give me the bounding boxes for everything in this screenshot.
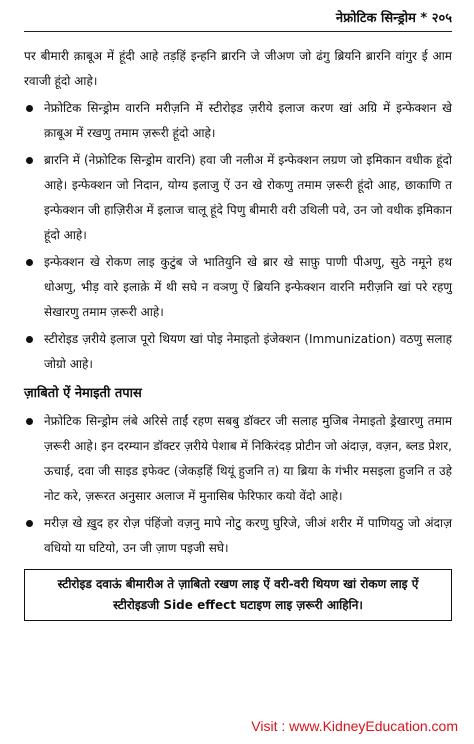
list-item <box>24 327 452 377</box>
bullet-icon <box>26 157 33 164</box>
bullet-icon <box>26 105 33 112</box>
list-item-text: नेफ्रोटिक सिन्ड्रोम वारनि मरीज़नि में स्टीरोइड ज़रीये इलाज करण खां अग्रि में इन्फेक्शन खे क़ाबूअ में रखणु तमाम ज़रूरी हूंदो आहे। <box>44 101 452 140</box>
bullet-icon <box>26 520 33 527</box>
list-item <box>24 409 452 509</box>
highlight-box: स्टीरोइड दवाऊं बीमारीअ ते ज़ाबितो रखण लाइ ऐं वरी-वरी थियण खां रोकण लाइ ऐं स्टीरोइडजी Side effect घटाइण लाइ ज़रूरी आहिनि। <box>24 569 452 621</box>
list-item <box>24 96 452 146</box>
list-item-text: नेफ्रोटिक सिन्ड्रोम लंबे अरिसे ताईं रहण सबबु डॉक्टर जी सलाह मुजिब नेमाइतो ड्रेखारणु तमाम ज़रूरी आहे। इन दरम्यान डॉक्टर ज़रीये पेशाब में निकिरंदड़ प्रोटीन जो अंदाज़, वज़न, ब्लड प्रेशर, ऊचाई, दवा जी साइड इफेक्ट (जेकड़हिं थियूं हुजनि त) या ब्रिया के गंभीर मसइला हुजनि त उहे नोट करे, ज़रूरत अनुसार अलाज में मुनासिब फेरिफार कयो वेंदो आहे। <box>44 414 452 503</box>
list-item-text: ब्रारनि में (नेफ्रोटिक सिन्ड्रोम वारनि) हवा जी नलीअ में इन्फेक्शन लग्रण जो इमिकान वधीक हूंदो आहे। इन्फेक्शन जो निदान, योग्य इलाजु ऐं उन खे रोकणु तमाम ज़रूरी हूंदो आह, छाकाणि त इन्फेक्शन जी हाज़िरीअ में इलाज चालू हूंदे पिणु बीमारी वरी उथिली पवे, उन जो वधीक इमिकान हूंदो आहे। <box>44 153 452 242</box>
page-header: नेफ्रोटिक सिन्ड्रोम * २०५ <box>335 11 452 26</box>
header-rule <box>24 31 452 32</box>
list-item-text: इन्फेक्शन खे रोकण लाइ कुटुंब जे भातियुनि खे ब्रार खे साफ़ु पाणी पीअणु, सुठे नमूने हथ धोअणु, भीड़ वारे इलाक़े में थी सघे न वञणु ऐं ब्रियनि इन्फेक्शन वारनि मरीज़नि खां परे रहणु सेखारणु तमाम ज़रूरी आहे। <box>44 255 452 319</box>
bullet-icon <box>26 418 33 425</box>
list-item <box>24 511 452 561</box>
list-item-text: स्टीरोइड ज़रीये इलाज पूरो थियण खां पोइ नेमाइतो इंजेक्शन (Immunization) वठणु सलाह जोग्रो आहे। <box>44 332 452 371</box>
section-heading: ज़ाबितो ऐं नेमाइती तपास <box>24 386 142 401</box>
list-item <box>24 148 452 248</box>
bullet-icon <box>26 336 33 343</box>
bullet-list-checkup <box>24 409 452 561</box>
list-item <box>24 250 452 325</box>
intro-paragraph: पर बीमारी क़ाबूअ में हूंदी आहे तड़हिं इन्हनि ब्रारनि जे जीअण जो ढंगु ब्रियनि ब्रारनि वांगुर ई आम रवाजी हूंदो आहे। <box>24 49 452 88</box>
bullet-list-infection <box>24 96 452 377</box>
footer-website[interactable]: Visit : www.KidneyEducation.com <box>251 718 458 734</box>
bullet-icon <box>26 259 33 266</box>
page-content <box>24 44 452 621</box>
list-item-text: मरीज़ खे ख़ुद हर रोज़ पंहिंजो वज़नु मापे नोटु करणु घुरिजे, जीअं शरीर में पाणियठु जो अंदाज़ वधियो या घटियो, उन जी ज़ाण पइजी सघे। <box>44 516 452 555</box>
